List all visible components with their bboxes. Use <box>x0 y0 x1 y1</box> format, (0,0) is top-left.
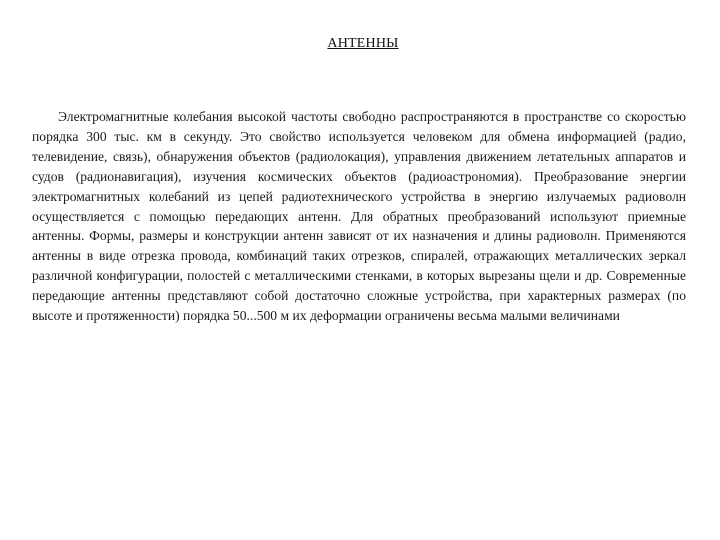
body-paragraph: Электромагнитные колебания высокой частоты свободно распространяются в пространстве со скоростью порядка 300 тыс. км в секунду. Это свойство используется человеком для обмена информацией (радио, телевидение, связь), обнаружения объектов (радиолокация), управления движением летательных аппаратов и судов (радионавигация), изучения космических объектов (радиоастрономия). Преобразование энергии электромагнитных колебаний из цепей радиотехнического устройства в энергию излучаемых радиоволн осуществляется с помощью передающих антенн. Для обратных преобразований используют приемные антенны. Формы, размеры и конструкции антенн зависят от их назначения и длины радиоволн. Применяются антенны в виде отрезка провода, комбинаций таких отрезков, спиралей, отражающих металлических зеркал различной конфигурации, полостей с металлическими стенками, в которых вырезаны щели и др. Современные передающие антенны представляют собой достаточно сложные устройства, при характерных размерах (по высоте и протяженности) порядка 50...500 м их деформации ограничены весьма малыми величинами <box>32 109 686 324</box>
document-title: АНТЕННЫ <box>327 36 399 51</box>
